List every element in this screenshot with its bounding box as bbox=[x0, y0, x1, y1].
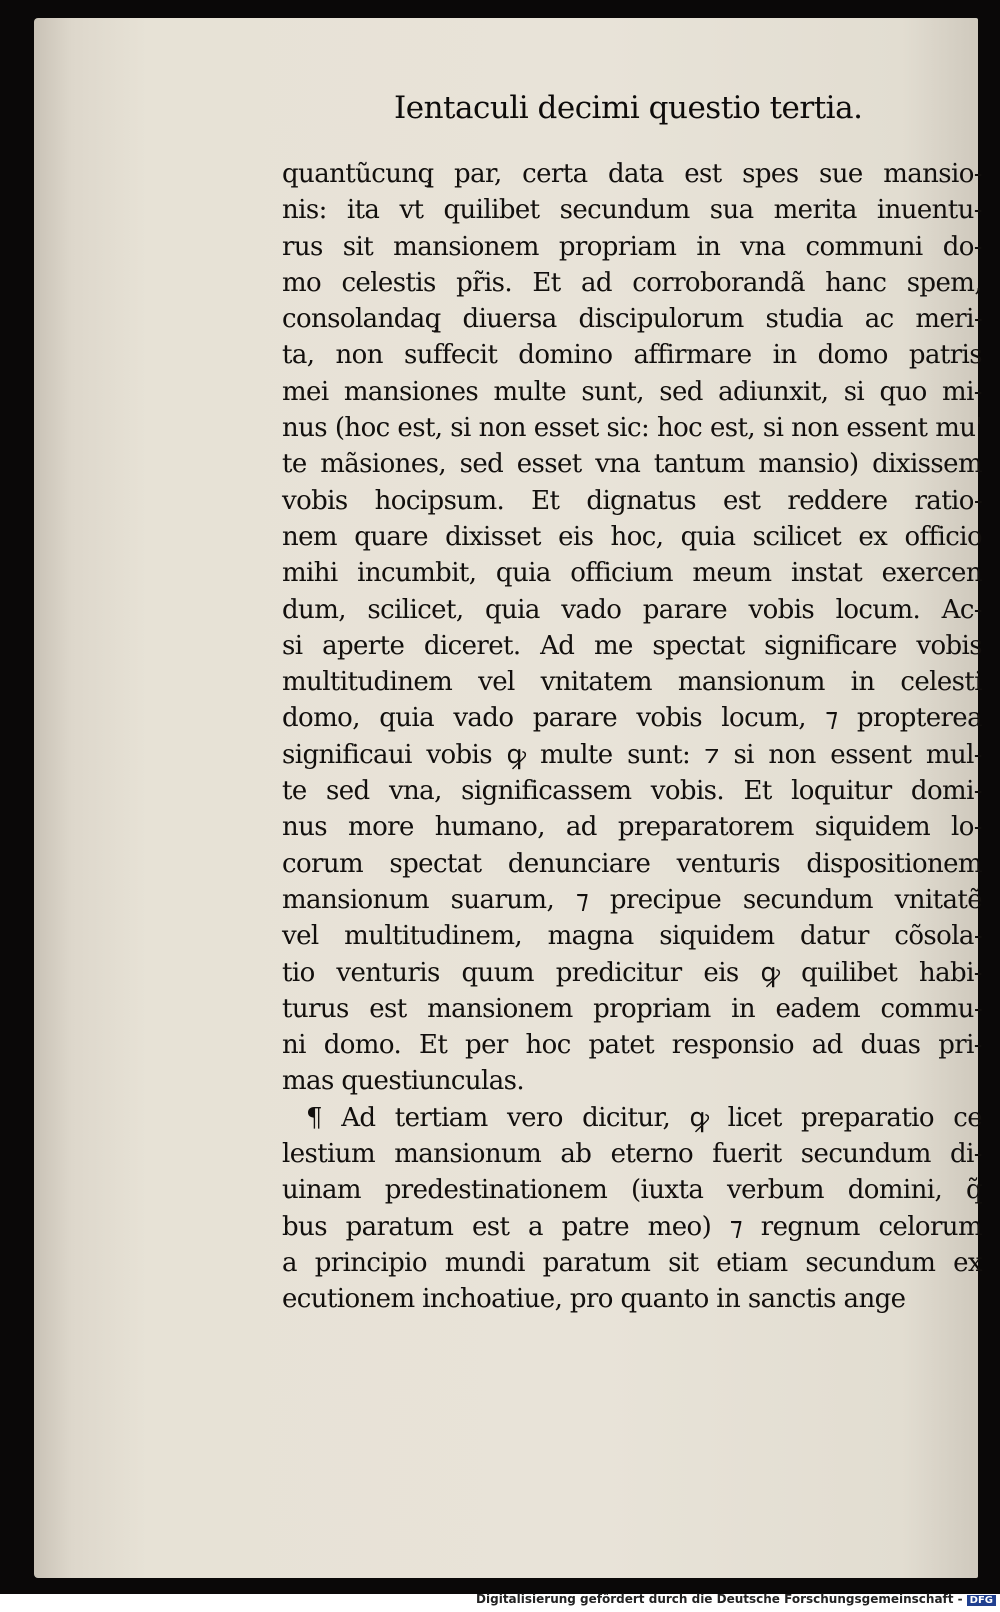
text-line: ta, non suffecit domino affirmare in domo patris bbox=[282, 340, 982, 371]
text-line: turus est mansionem propriam in eadem commu- bbox=[282, 993, 982, 1024]
text-line: mo celestis pr̃is. Et ad corroborandã hanc spem, bbox=[282, 267, 982, 298]
text-line: vel multitudinem, magna siquidem datur cõsola- bbox=[282, 921, 982, 952]
text-line: nis: ita vt quilibet secundum sua merita inuentu- bbox=[282, 195, 982, 226]
text-line: mansionum suarum, ⁊ precipue secundum vnitatẽ bbox=[282, 884, 982, 915]
text-line: quantũcunq̧ par, certa data est spes sue mansio- bbox=[282, 159, 982, 189]
text-line: multitudinem vel vnitatem mansionum in celesti bbox=[282, 667, 982, 698]
book-page bbox=[34, 18, 982, 1578]
text-line: nus (hoc est, si non esset sic: hoc est, si non essent mu' bbox=[282, 413, 982, 444]
footer-credit bbox=[476, 1592, 996, 1606]
text-line: te sed vna, significassem vobis. Et loquitur domi- bbox=[282, 776, 982, 807]
text-line: a principio mundi paratum sit etiam secundum ex bbox=[282, 1247, 982, 1278]
text-line: consolandaq̧ diuersa discipulorum studia ac meri- bbox=[282, 304, 982, 335]
text-line: mei mansiones multe sunt, sed adiunxit, si quo mi- bbox=[282, 376, 982, 407]
text-line: nem quare dixisset eis hoc, quia scilicet ex officio bbox=[282, 521, 982, 552]
running-header: Ientaculi decimi questio tertia. bbox=[394, 90, 863, 126]
text-line: ecutionem inchoatiue, pro quanto in sanctis ange bbox=[282, 1284, 906, 1315]
text-line: corum spectat denunciare venturis dispositionem bbox=[282, 848, 982, 879]
footer-text: Digitalisierung gefördert durch die Deutsche Forschungsgemeinschaft - bbox=[476, 1592, 963, 1606]
text-line: si aperte diceret. Ad me spectat significare vobis bbox=[282, 630, 982, 661]
text-line: dum, scilicet, quia vado parare vobis locum. Ac- bbox=[282, 594, 982, 625]
body-text bbox=[282, 156, 982, 1318]
text-line: lestium mansionum ab eterno fuerit secundum di- bbox=[282, 1139, 982, 1170]
text-line: ni domo. Et per hoc patet responsio ad duas pri- bbox=[282, 1030, 982, 1061]
text-line: mas questiunculas. bbox=[282, 1066, 525, 1097]
text-line: rus sit mansionem propriam in vna communi do- bbox=[282, 231, 982, 262]
text-line: tio venturis quum predicitur eis ꝙ quilibet habi- bbox=[282, 957, 982, 988]
text-line: domo, quia vado parare vobis locum, ⁊ propterea bbox=[282, 703, 982, 734]
text-line: bus paratum est a patre meo) ⁊ regnum celorum bbox=[282, 1211, 982, 1242]
text-line: significaui vobis ꝙ multe sunt: ⁊ si non essent mul- bbox=[282, 739, 982, 770]
text-line: nus more humano, ad preparatorem siquidem lo- bbox=[282, 812, 982, 843]
text-line: uinam predestinationem (iuxta verbum domini, q̃ bbox=[282, 1175, 982, 1206]
dfg-logo: DFG bbox=[967, 1595, 996, 1606]
text-line: mihi incumbit, quia officium meum instat exercen bbox=[282, 558, 982, 589]
text-line: ¶ Ad tertiam vero dicitur, ꝙ licet preparatio ce bbox=[306, 1102, 982, 1133]
text-line: vobis hocipsum. Et dignatus est reddere ratio- bbox=[282, 485, 982, 516]
text-line: te mãsiones, sed esset vna tantum mansio) dixissem bbox=[282, 449, 982, 480]
